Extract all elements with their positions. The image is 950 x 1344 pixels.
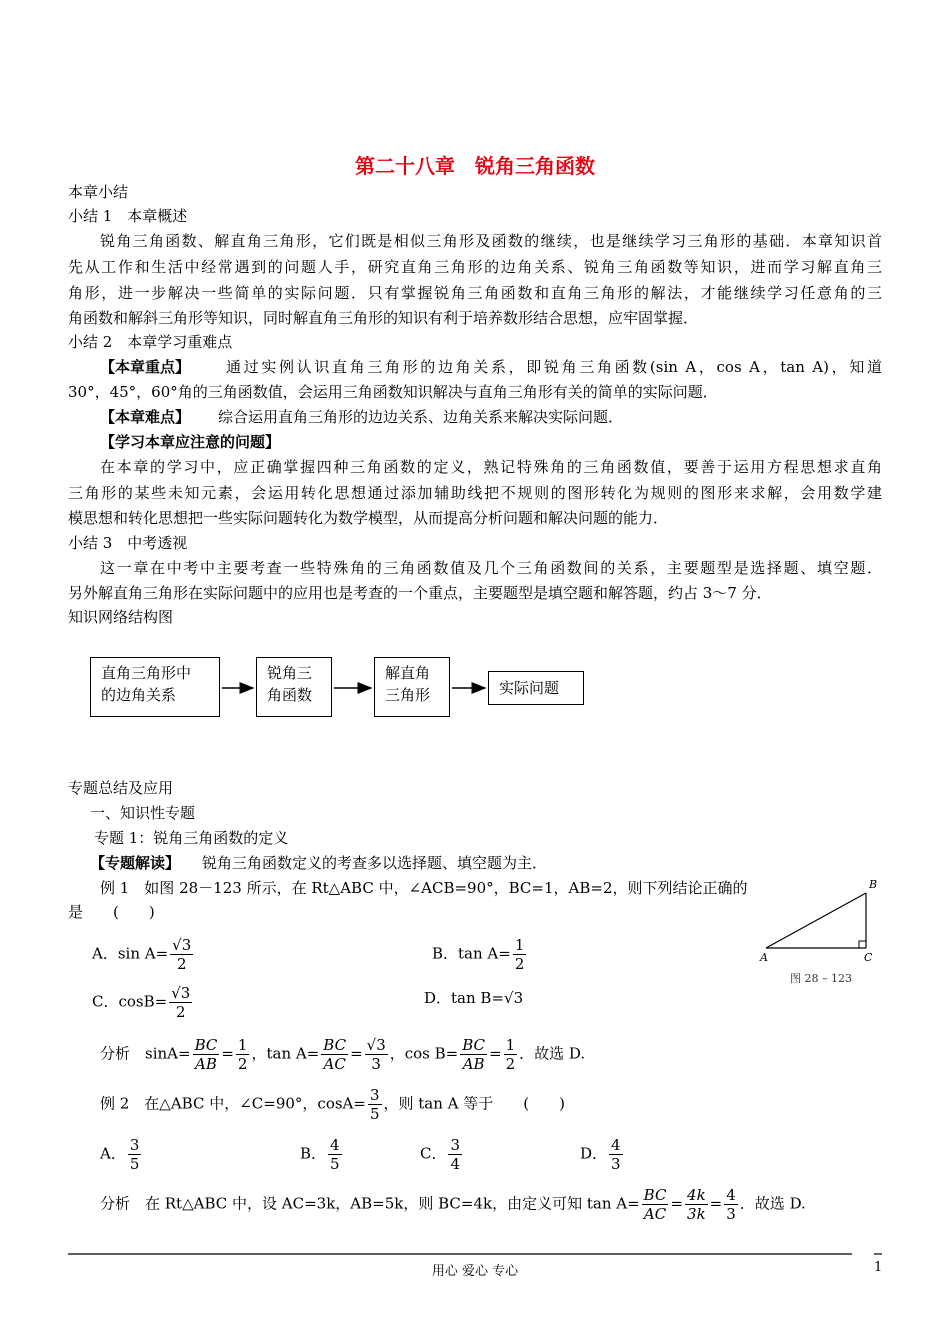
numerator: 3 xyxy=(450,1136,461,1154)
fraction xyxy=(321,1036,348,1073)
fraction xyxy=(236,1036,250,1073)
option-a xyxy=(92,936,195,973)
fraction xyxy=(685,1186,708,1223)
fraction xyxy=(504,1036,518,1073)
analysis-text: ，cos B= xyxy=(389,1044,459,1063)
summary-1-line: 角形，进一步解决一些简单的实际问题．只有掌握锐角三角函数和直角三角形的解法，才能继续学习任意角的三 xyxy=(68,284,882,302)
flow-box-text: 解直角 xyxy=(385,664,431,682)
equals: = xyxy=(709,1194,723,1213)
flow-box-text: 锐角三 xyxy=(267,664,313,682)
denominator: 2 xyxy=(237,1055,248,1073)
analysis-text: ．故选 D. xyxy=(739,1194,806,1213)
ex2-option-b xyxy=(300,1136,344,1173)
equals: = xyxy=(670,1194,684,1213)
flow-box-text: 直角三角形中 xyxy=(101,664,192,682)
option-value: √3 xyxy=(504,989,524,1007)
page-number: 1 xyxy=(874,1260,883,1275)
denominator: 4 xyxy=(450,1155,461,1173)
notes-tag: 【学习本章应注意的问题】 xyxy=(100,433,281,451)
denominator: 3k xyxy=(687,1205,706,1223)
denominator: 5 xyxy=(330,1155,340,1173)
key-points-tag: 【本章重点】 xyxy=(100,358,191,376)
key-points-line: 30°，45°，60°角的三角函数值，会运用三角函数知识解决与直角三角形有关的简单的实际问题． xyxy=(68,383,718,401)
fraction xyxy=(448,1136,462,1173)
fraction xyxy=(513,936,527,973)
footer-motto: 用心 爱心 专心 xyxy=(431,1264,519,1279)
numerator: BC xyxy=(462,1036,486,1054)
key-points-line: 通过实例认识直角三角形的边角关系，即锐角三角函数(sin A，cos A，tan A)，知道 xyxy=(226,358,882,376)
fraction xyxy=(609,1136,623,1173)
network-heading: 知识网络结构图 xyxy=(68,608,174,626)
numerator: 4 xyxy=(330,1136,340,1154)
numerator: BC xyxy=(323,1036,347,1054)
denominator: AB xyxy=(462,1055,485,1073)
figure-label-b: B xyxy=(869,878,878,891)
option-text: C． xyxy=(420,1144,447,1163)
equals: = xyxy=(489,1044,502,1063)
notes-line: 三角形的某些未知元素，会运用转化思想通过添加辅助线把不规则的图形转化为规则的图形来求解，会用数学建 xyxy=(68,484,882,502)
reading-tag: 【专题解读】 xyxy=(90,854,181,872)
ex2-option-a xyxy=(100,1136,143,1173)
option-text: B． xyxy=(300,1144,327,1163)
denominator: 3 xyxy=(726,1205,736,1223)
analysis-text: 分析 在 Rt△ABC 中，设 AC=3k，AB=5k，则 BC=4k，由定义可知 tan A= xyxy=(100,1194,640,1213)
figure-label-c: C xyxy=(864,951,873,964)
topic-1-heading: 专题 1：锐角三角函数的定义 xyxy=(94,829,289,847)
chapter-title: 第二十八章 锐角三角函数 xyxy=(355,154,595,178)
numerator: √3 xyxy=(171,984,191,1002)
option-d xyxy=(424,986,523,1010)
fraction xyxy=(328,1136,342,1173)
denominator: 3 xyxy=(371,1055,381,1073)
numerator: √3 xyxy=(366,1036,386,1054)
triangle-figure xyxy=(766,893,866,948)
analysis-text: ．故选 D. xyxy=(519,1044,586,1063)
denominator: 5 xyxy=(129,1155,140,1173)
fraction xyxy=(724,1186,738,1223)
part-1-heading: 一、知识性专题 xyxy=(90,804,196,822)
summary-3-heading: 小结 3 中考透视 xyxy=(68,534,188,552)
fraction xyxy=(170,936,193,973)
numerator: 4k xyxy=(687,1186,706,1204)
denominator: AB xyxy=(195,1055,217,1073)
option-text: A． xyxy=(100,1144,126,1163)
example-text: 例 2 在△ABC 中，∠C=90°，cosA= xyxy=(100,1094,366,1113)
notes-line: 在本章的学习中，应正确掌握四种三角函数的定义，熟记特殊角的三角函数值，要善于运用方程思想求直角 xyxy=(100,458,882,476)
section-summary: 本章小结 xyxy=(68,183,129,201)
summary-3-line: 这一章在中考中主要考查一些特殊角的三角函数值及几个三角函数间的关系，主要题型是选择题、填空题． xyxy=(100,559,882,577)
summary-1-line: 角函数和解斜三角形等知识，同时解直角三角形的知识有利于培养数形结合思想，应牢固掌握． xyxy=(68,309,699,327)
fraction xyxy=(642,1186,669,1223)
option-text: B．tan A= xyxy=(432,944,511,963)
summary-1-line: 先从工作和生活中经常遇到的问题人手，研究直角三角形的边角关系、锐角三角函数等知识，进而学习解直角三 xyxy=(68,258,882,276)
summary-1-heading: 小结 1 本章概述 xyxy=(68,207,188,225)
denominator: 2 xyxy=(175,1003,186,1021)
ex2-option-c xyxy=(420,1136,464,1173)
flow-box-text: 实际问题 xyxy=(499,679,560,697)
denominator: AC xyxy=(643,1205,667,1223)
equals: = xyxy=(221,1044,234,1063)
fraction xyxy=(460,1036,487,1073)
fraction xyxy=(193,1036,220,1073)
flow-box-text: 角函数 xyxy=(267,686,313,704)
summary-3-line: 另外解直角三角形在实际问题中的应用也是考查的一个重点，主要题型是填空题和解答题，约占 3～7 分． xyxy=(68,584,772,602)
equals: = xyxy=(350,1044,363,1063)
option-text: C．cosB= xyxy=(92,992,168,1011)
denominator: 3 xyxy=(611,1155,621,1173)
numerator: BC xyxy=(643,1186,667,1204)
numerator: 1 xyxy=(237,1036,248,1054)
flow-box-text: 三角形 xyxy=(385,686,431,704)
analysis-text: 分析 sinA= xyxy=(100,1044,191,1063)
fraction xyxy=(368,1086,382,1123)
numerator: BC xyxy=(194,1036,218,1054)
flow-box-text: 的边角关系 xyxy=(101,686,177,704)
denominator: AC xyxy=(323,1055,346,1073)
notes-line: 模思想和转化思想把一些实际问题转化为数学模型，从而提高分析问题和解决问题的能力． xyxy=(68,509,669,527)
denominator: 2 xyxy=(514,955,525,973)
numerator: 4 xyxy=(611,1136,621,1154)
numerator: 3 xyxy=(369,1086,380,1104)
topics-heading: 专题总结及应用 xyxy=(68,779,174,797)
difficulty-text: 综合运用直角三角形的边边关系、边角关系来解决实际问题． xyxy=(218,408,624,426)
summary-2-heading: 小结 2 本章学习重难点 xyxy=(68,333,233,351)
fraction xyxy=(365,1036,388,1073)
fraction xyxy=(169,984,192,1021)
summary-1-line: 锐角三角函数、解直角三角形，它们既是相似三角形及函数的继续，也是继续学习三角形的基础．本章知识首 xyxy=(100,232,882,250)
option-text: D．tan B= xyxy=(424,989,505,1007)
figure-label-a: A xyxy=(760,951,768,964)
denominator: 2 xyxy=(505,1055,516,1073)
option-text: D． xyxy=(580,1144,608,1163)
fraction xyxy=(128,1136,142,1173)
numerator: 3 xyxy=(129,1136,140,1154)
analysis-2 xyxy=(100,1186,806,1223)
analysis-text: ，tan A= xyxy=(251,1044,320,1063)
reading-text: 锐角三角函数定义的考查多以选择题、填空题为主． xyxy=(202,854,548,872)
example-1-stem-end: 是 ( ) xyxy=(68,903,155,921)
option-c xyxy=(92,984,194,1021)
denominator: 2 xyxy=(176,955,187,973)
option-b xyxy=(432,936,528,973)
figure-caption: 图 28 – 123 xyxy=(790,972,852,985)
example-text: ，则 tan A 等于 ( ) xyxy=(383,1094,565,1113)
ex2-option-d xyxy=(580,1136,625,1173)
example-1-stem: 例 1 如图 28－123 所示，在 Rt△ABC 中，∠ACB=90°，BC=1，AB=2，则下列结论正确的 xyxy=(100,879,748,897)
numerator: 4 xyxy=(726,1186,736,1204)
example-2 xyxy=(100,1086,565,1123)
numerator: 1 xyxy=(514,936,525,954)
numerator: 1 xyxy=(505,1036,516,1054)
option-text: A．sin A= xyxy=(92,944,169,963)
difficulty-tag: 【本章难点】 xyxy=(100,408,191,426)
denominator: 5 xyxy=(369,1105,380,1123)
numerator: √3 xyxy=(172,936,192,954)
analysis-1 xyxy=(100,1036,585,1073)
